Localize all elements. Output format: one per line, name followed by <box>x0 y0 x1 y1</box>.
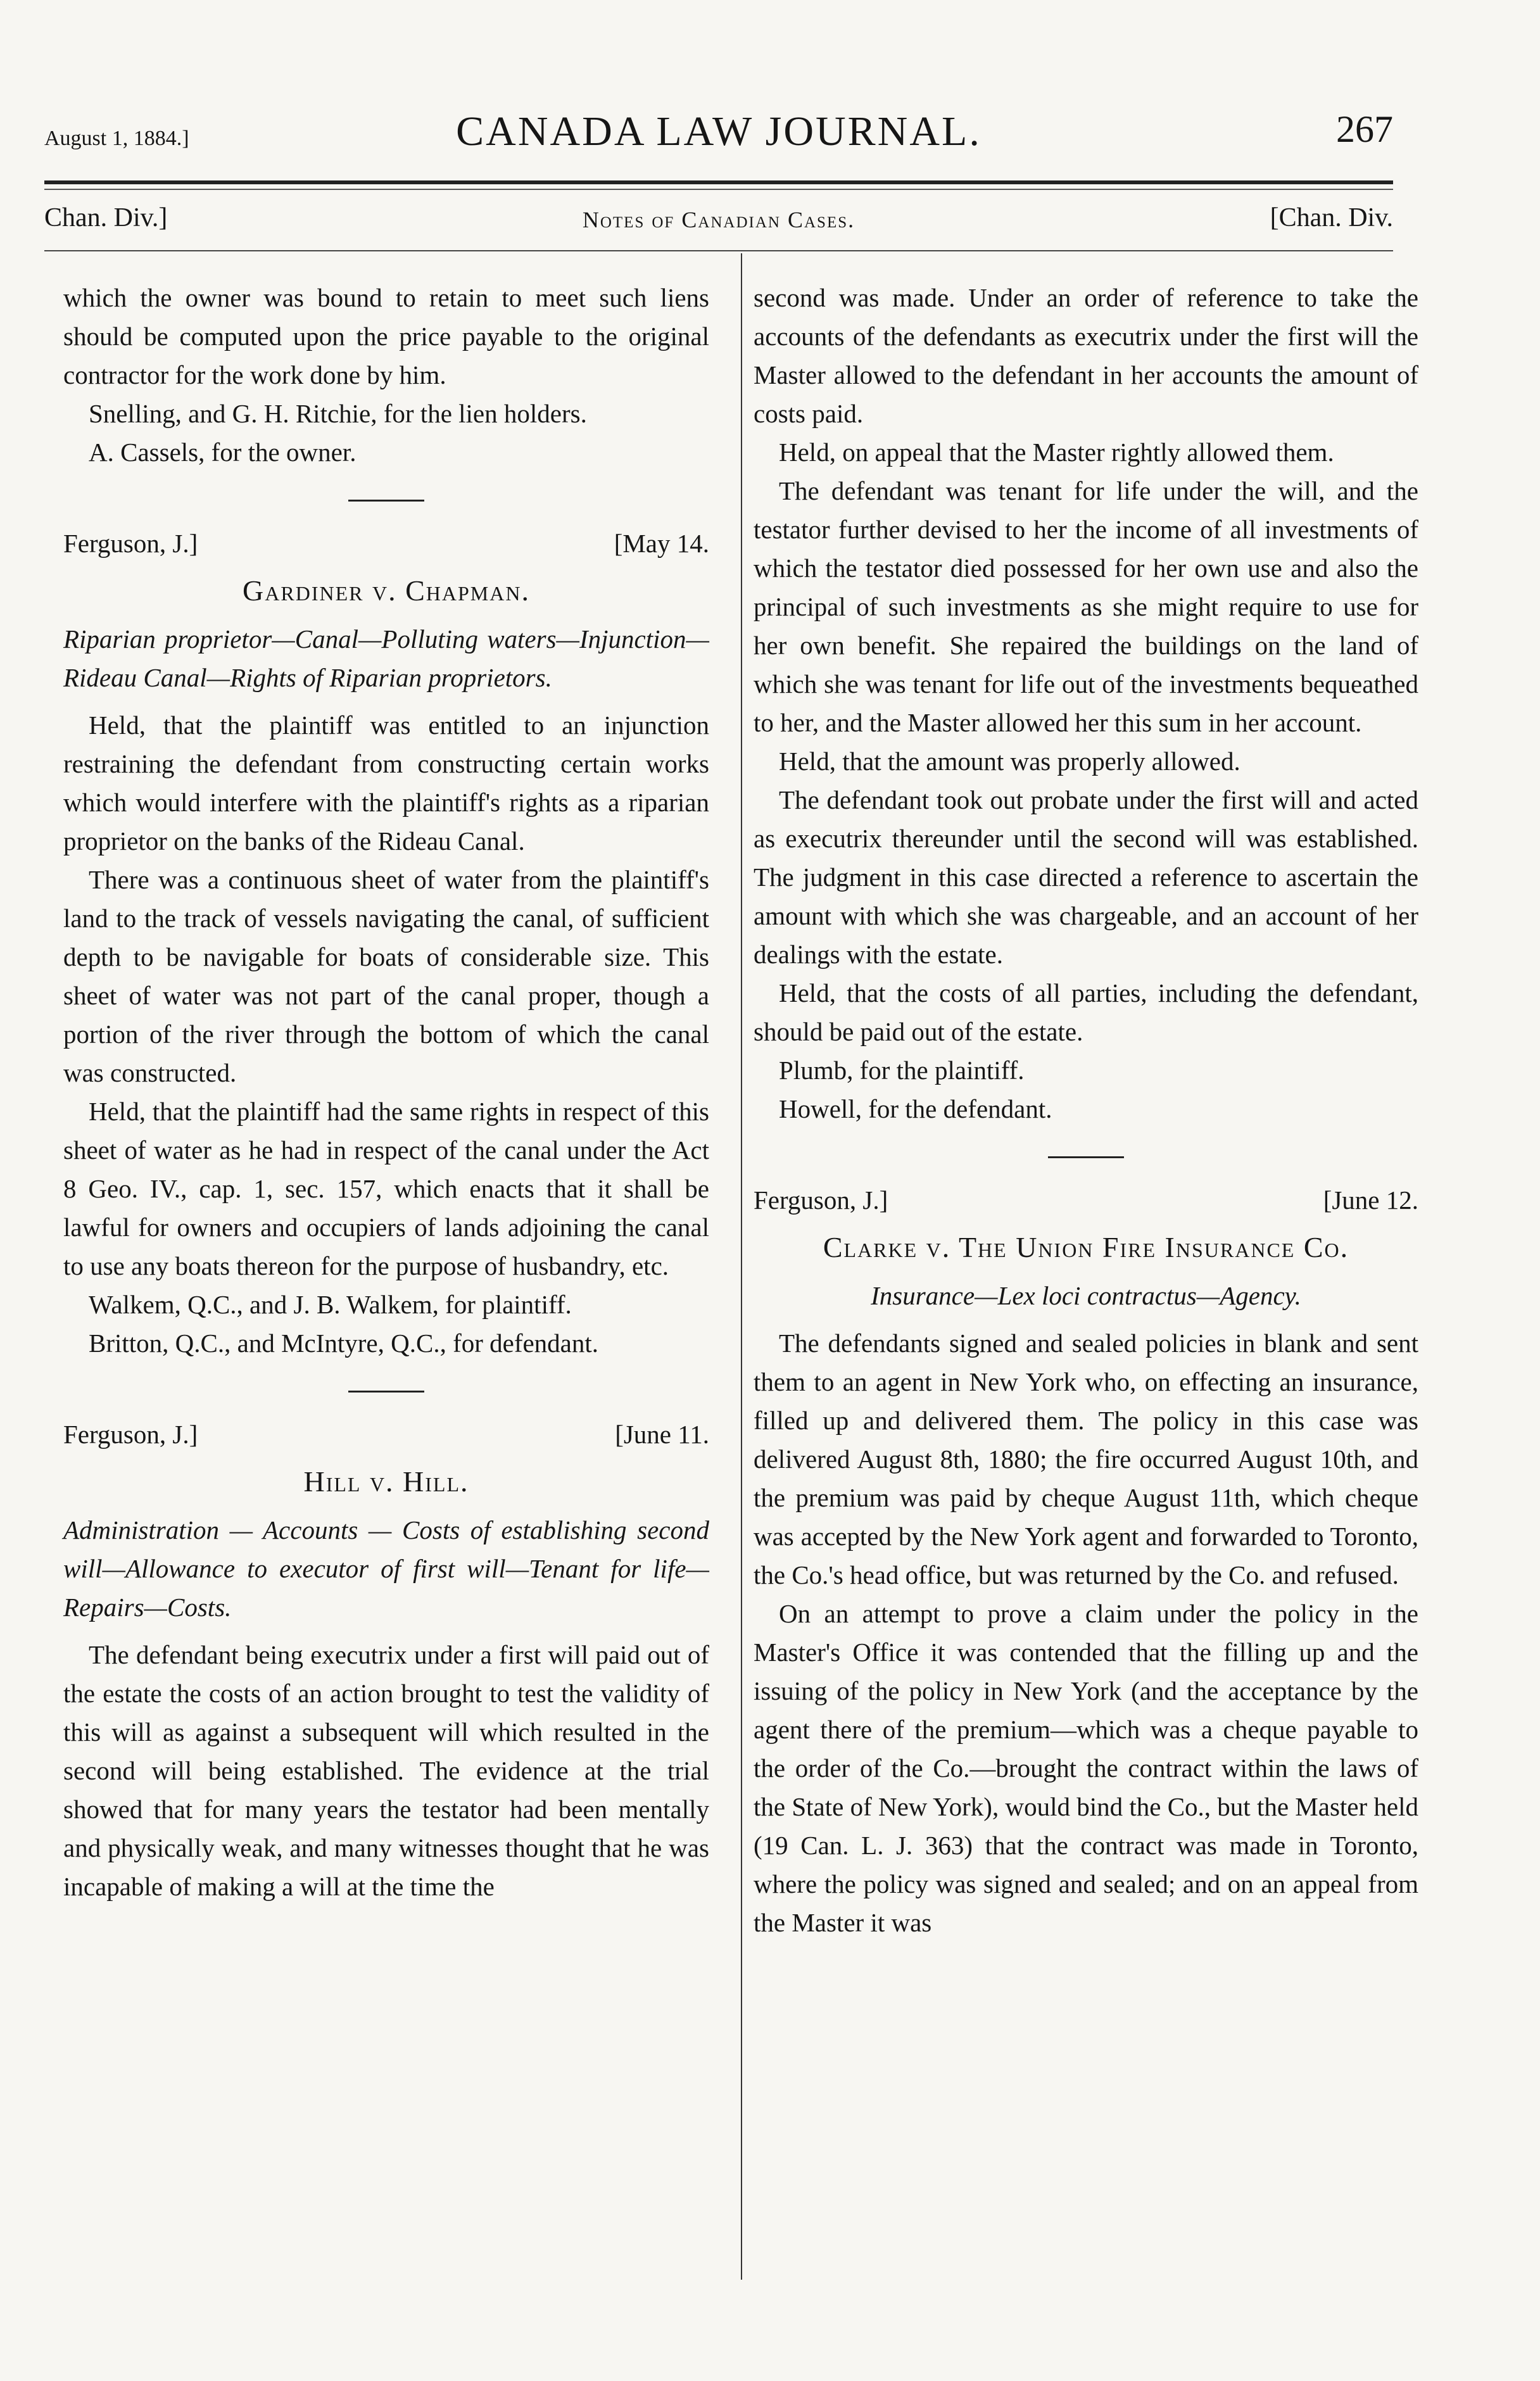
paragraph: On an attempt to prove a claim under the policy in the Master's Office it was contended that the filling up and the issuing of the policy in New York (and the acceptance by the agent there of the premium—which was a cheque payable to the order of the Co.—brought the contract within the laws of the State of New York), would bind the Co., but the Master held (19 Can. L. J. 363) that the contract was made in Toronto, where the policy was signed and sealed; and on an appeal from the Master it was <box>754 1599 1418 1937</box>
paragraph: There was a continuous sheet of water from the plaintiff's land to the track of vessels navigating the canal, of sufficient depth to be navigable for boats of considerable size. This sheet of water was not part of the canal proper, though a portion of the river through the bottom of which the canal was constructed. <box>63 865 709 1087</box>
header-rule <box>44 180 1393 184</box>
paragraph: Held, on appeal that the Master rightly allowed them. <box>779 438 1334 467</box>
headnote: Administration — Accounts — Costs of establishing second will—Allowance to executor of first will—Tenant for life—Repairs—Costs. <box>63 1515 709 1622</box>
paragraph: Held, that the costs of all parties, including the defendant, should be paid out of the estate. <box>754 978 1418 1046</box>
counsel-line: Snelling, and G. H. Ritchie, for the lien holders. <box>89 399 587 428</box>
section-rule <box>44 250 1393 251</box>
section-title: Notes of Canadian Cases. <box>582 207 855 232</box>
issue-date: August 1, 1884.] <box>44 127 189 150</box>
decision-date: [June 12. <box>1323 1185 1418 1215</box>
judge-name: Ferguson, J.] <box>63 529 198 558</box>
decision-date: [June 11. <box>615 1420 709 1449</box>
judge-row <box>754 1181 1418 1223</box>
paragraph: The defendant was tenant for life under the will, and the testator further devised to her the income of all investments of which the testator died possessed for her own use and also the principal of such investments as she might require to use for her own benefit. She repaired the buildings on the land of which she was tenant for life out of the investments bequeathed to her, and the Master allowed her this sum in her account. <box>754 476 1418 737</box>
headnote: Riparian proprietor—Canal—Polluting waters—Injunction—Rideau Canal—Rights of Riparian proprietors. <box>63 624 709 692</box>
decision-date: [May 14. <box>614 529 709 558</box>
paragraph: The defendant took out probate under the first will and acted as executrix thereunder until the second will was established. The judgment in this case directed a reference to ascertain the amount with which she was chargeable, and an account of her dealings with the estate. <box>754 785 1418 969</box>
paragraph: Held, that the plaintiff had the same rights in respect of this sheet of water as he had in respect of the canal under the Act 8 Geo. IV., cap. 1, sec. 157, which enacts that it shall be lawful for owners and occupiers of lands adjoining the canal to use any boats thereon for the purpose of husbandry, etc. <box>63 1097 709 1280</box>
judge-name: Ferguson, J.] <box>63 1420 198 1449</box>
page-number: 267 <box>1336 108 1393 150</box>
counsel-line: Britton, Q.C., and McIntyre, Q.C., for defendant. <box>89 1329 599 1358</box>
case-separator <box>348 500 424 502</box>
case-separator <box>348 1391 424 1393</box>
page-header <box>44 108 1393 165</box>
case-title: Gardiner v. Chapman. <box>243 574 530 607</box>
paragraph: The defendant being executrix under a first will paid out of the estate the costs of an action brought to test the validity of this will as against a subsequent will which resulted in the second will being established. The evidence at the trial showed that for many years the testator had been mentally and physically weak, and many witnesses thought that he was incapable of making a will at the time the <box>63 1640 709 1901</box>
paragraph: Held, that the amount was properly allowed. <box>779 747 1240 776</box>
paragraph: second was made. Under an order of reference to take the accounts of the defendants as executrix under the first will the Master allowed to the defendant in her accounts the amount of costs paid. <box>754 283 1418 428</box>
counsel-line: Howell, for the defendant. <box>779 1094 1052 1123</box>
column-divider <box>741 253 742 2280</box>
left-column <box>63 279 709 1906</box>
right-column <box>754 279 1418 1942</box>
paragraph: Held, that the plaintiff was entitled to an injunction restraining the defendant from constructing certain works which would interfere with the plaintiff's rights as a riparian proprietor on the banks of the Rideau Canal. <box>63 711 709 856</box>
paragraph: The defendants signed and sealed policies in blank and sent them to an agent in New York who, on effecting an insurance, filled up and delivered them. The policy in this case was delivered August 8th, 1880; the fire occurred August 10th, and the premium was paid by cheque August 11th, which cheque was accepted by the New York agent and forwarded to Toronto, the Co.'s head office, but was returned by the Co. and refused. <box>754 1329 1418 1589</box>
section-left: Chan. Div.] <box>44 203 168 232</box>
case-title: Clarke v. The Union Fire Insurance Co. <box>823 1231 1349 1263</box>
header-rule-thin <box>44 189 1393 190</box>
counsel-line: Walkem, Q.C., and J. B. Walkem, for plaintiff. <box>89 1290 572 1319</box>
judge-name: Ferguson, J.] <box>754 1185 888 1215</box>
headnote: Insurance—Lex loci contractus—Agency. <box>871 1281 1301 1310</box>
section-right: [Chan. Div. <box>1270 203 1393 232</box>
judge-row <box>63 1415 709 1457</box>
judge-row <box>63 524 709 566</box>
continued-paragraph: which the owner was bound to retain to meet such liens should be computed upon the price payable to the original contractor for the work done by him. <box>63 283 709 389</box>
section-header <box>44 203 1393 241</box>
case-title: Hill v. Hill. <box>303 1465 469 1498</box>
counsel-line: Plumb, for the plaintiff. <box>779 1056 1025 1085</box>
case-separator <box>1048 1156 1124 1158</box>
counsel-line: A. Cassels, for the owner. <box>89 438 357 467</box>
journal-title: CANADA LAW JOURNAL. <box>456 108 981 155</box>
